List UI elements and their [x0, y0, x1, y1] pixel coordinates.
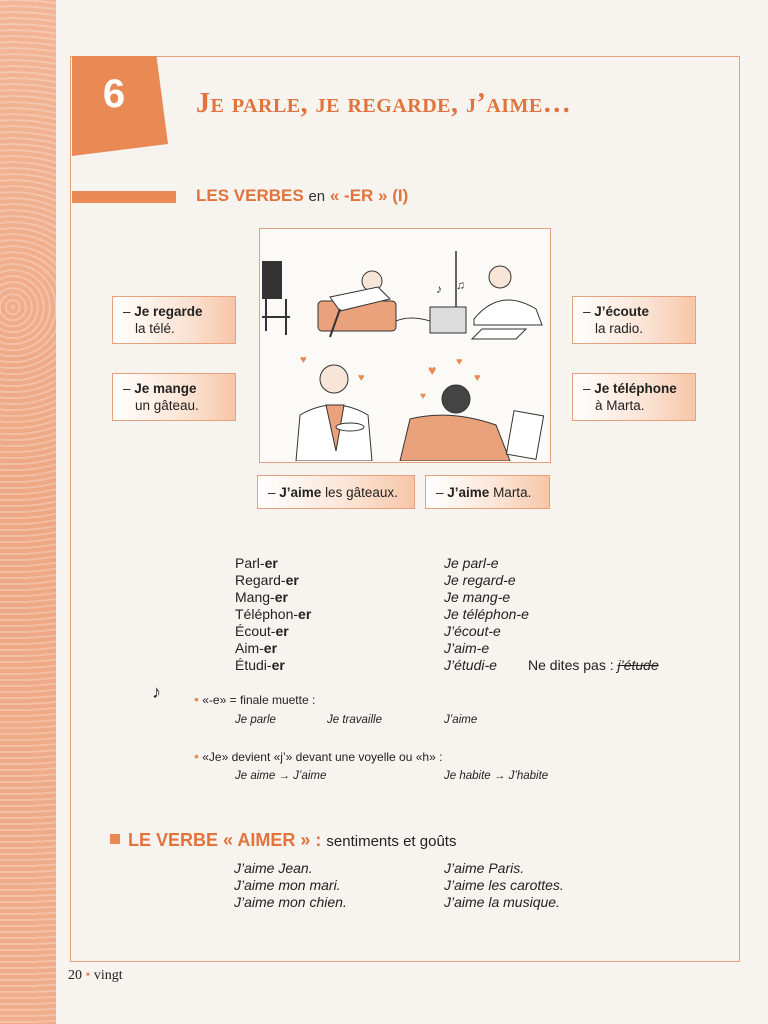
list-item: J’écout-e: [444, 623, 501, 639]
note-elision: [194, 748, 442, 764]
section-heading-aimer: [110, 830, 456, 851]
list-item: Je regard-e: [444, 572, 516, 588]
section-suffix: « -ER » (I): [329, 186, 409, 205]
section-heading-verbes: [196, 186, 408, 206]
note-text: «Je» devient «j’» devant une voyelle ou «h» :: [202, 750, 443, 764]
illustration-drawing: [260, 229, 549, 461]
page-number: 20: [68, 968, 82, 983]
label-verb: Je téléphone: [594, 381, 677, 396]
list-item: Aim-er: [235, 640, 278, 656]
aimer-examples-right: [444, 860, 564, 911]
list-item: Parl-er: [235, 555, 278, 571]
label-j-aime-gateaux: – J’aime les gâteaux.: [257, 475, 415, 509]
list-item: J’étudi-e: [444, 657, 497, 673]
label-rest: à Marta.: [595, 398, 645, 413]
list-item: J’aime mon chien.: [234, 894, 347, 910]
svg-text:♥: ♥: [456, 356, 463, 368]
aimer-examples-left: [234, 860, 347, 911]
svg-text:♥: ♥: [358, 372, 365, 384]
photo-frame-icon: [506, 411, 543, 460]
label-verb: J’aime: [279, 485, 322, 500]
section-label: LES VERBES: [196, 186, 304, 205]
svg-text:♥: ♥: [474, 372, 481, 384]
ne-dites-pas-label: Ne dites pas :: [528, 657, 614, 673]
label-rest: les gâteaux.: [325, 485, 398, 500]
example: Je travaille: [327, 714, 382, 726]
note-text: «-e» = finale muette :: [202, 693, 316, 707]
list-item: Regard-er: [235, 572, 299, 588]
note-finale-muette: [194, 691, 315, 707]
label-verb: Je regarde: [134, 304, 203, 319]
label-rest: Marta.: [493, 485, 532, 500]
label-j-ecoute: – J’écoute la radio.: [572, 296, 696, 344]
chapter-title: Je parle, je regarde, j’aime…: [196, 88, 572, 119]
list-item: J’aime la musique.: [444, 894, 560, 910]
ne-dites-pas: [528, 657, 659, 674]
label-rest: un gâteau.: [135, 398, 199, 413]
chapter-number: 6: [102, 72, 126, 116]
section-label: LE VERBE « AIMER » :: [128, 830, 322, 850]
list-item: Étudi-er: [235, 657, 285, 673]
list-item: Je téléphon-e: [444, 606, 529, 622]
illustration: [259, 228, 551, 463]
list-item: Mang-er: [235, 589, 288, 605]
example: J’aime: [444, 714, 478, 726]
label-je-mange: – Je mange un gâteau.: [112, 373, 236, 421]
page-word: vingt: [93, 968, 123, 983]
label-rest: la radio.: [595, 321, 644, 336]
list-item: Téléphon-er: [235, 606, 312, 622]
decorative-left-strip: [0, 0, 64, 1024]
section-connector: en: [308, 188, 326, 205]
list-item: J’aime Paris.: [444, 860, 525, 876]
infinitives-list: [235, 555, 311, 674]
list-item: J’aim-e: [444, 640, 490, 656]
label-verb: J’aime: [447, 485, 490, 500]
label-je-regarde: – Je regarde la télé.: [112, 296, 236, 344]
list-item: Je parl-e: [444, 555, 499, 571]
dot-icon: •: [85, 968, 91, 983]
label-rest: la télé.: [135, 321, 175, 336]
bullet-icon: •: [194, 748, 199, 764]
svg-text:♪: ♪: [436, 282, 442, 296]
list-item: J’aime mon mari.: [234, 877, 341, 893]
list-item: Écout-er: [235, 623, 289, 639]
svg-text:♥: ♥: [428, 364, 437, 379]
example: Je aime → J’aime: [235, 770, 327, 782]
section-subtitle: sentiments et goûts: [326, 833, 457, 850]
list-item: J’aime les carottes.: [444, 877, 564, 893]
music-note-icon: ♪: [152, 682, 161, 702]
label-je-telephone: – Je téléphone à Marta.: [572, 373, 696, 421]
label-j-aime-marta: – J’aime Marta.: [425, 475, 550, 509]
wrong-form: j’étude: [617, 657, 659, 673]
svg-text:♥: ♥: [300, 354, 307, 366]
list-item: J’aime Jean.: [234, 860, 313, 876]
svg-text:♫: ♫: [456, 278, 465, 292]
radio-icon: [430, 307, 466, 333]
square-bullet-icon: [110, 834, 120, 844]
list-item: Je mang-e: [444, 589, 511, 605]
label-verb: Je mange: [134, 381, 197, 396]
section-bar: [72, 191, 176, 203]
bullet-icon: •: [194, 691, 199, 707]
conjugated-list: [444, 555, 529, 674]
page-footer: [68, 968, 123, 984]
tv-icon: [262, 261, 282, 299]
example: Je parle: [235, 714, 276, 726]
label-verb: J’écoute: [594, 304, 650, 319]
example: Je habite → J’habite: [444, 770, 549, 782]
svg-text:♥: ♥: [420, 391, 426, 402]
